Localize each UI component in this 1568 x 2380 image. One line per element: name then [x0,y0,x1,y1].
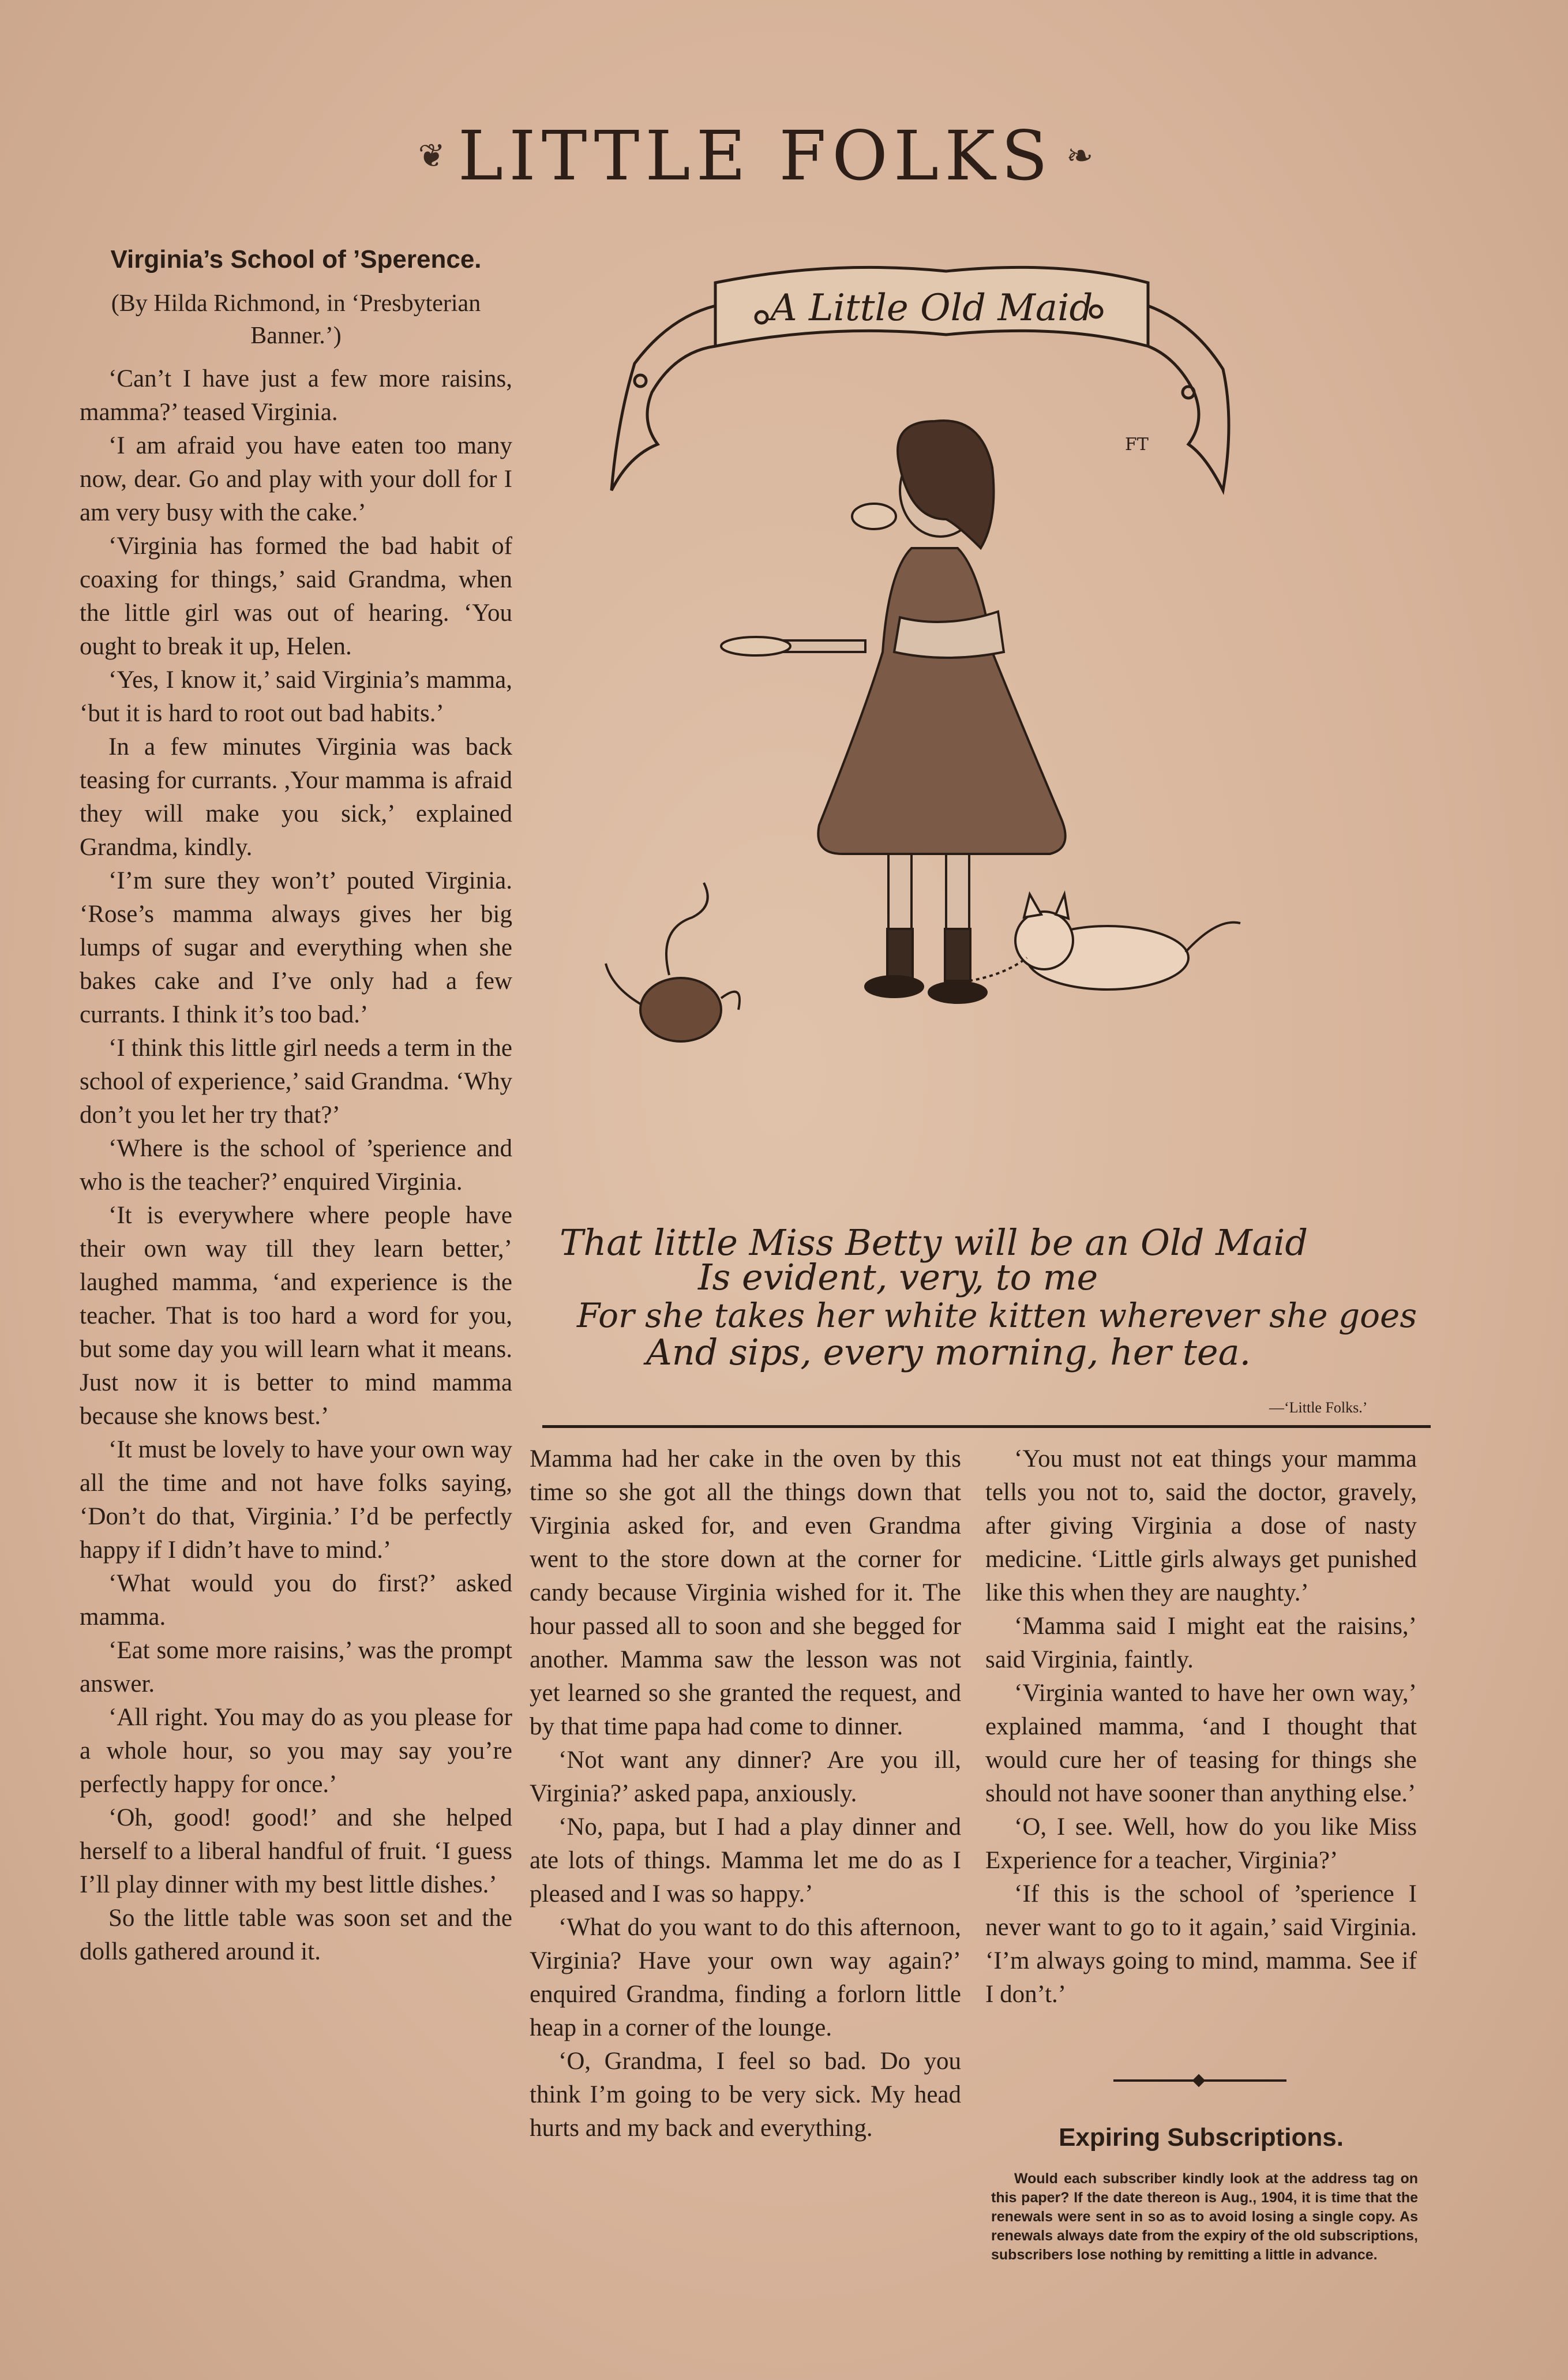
paragraph: ‘I am afraid you have eaten too many now, dear. Go and play with your doll for I am very busy with the cake.’ [80,432,512,526]
verse-line-2: Is evident, very, to me [698,1256,1098,1298]
notice-body [991,2169,1418,2265]
girl-figure-icon [721,421,1066,1003]
ornament-right-icon: ❧ [1066,137,1094,175]
story-byline: (By Hilda Richmond, in ‘Presbyterian Banner.’) [111,290,481,349]
paragraph: ‘Virginia has formed the bad habit of coaxing for things,’ said Grandma, when the little girl was out of hearing. ‘You ought to break it up, Helen. [80,533,512,660]
paragraph: ‘It is everywhere where people have their own way till they learn better,’ laughed mamma, ‘and experience is the teacher. That is too hard a word for you, but some day you will learn what it means. Just now it is better to mind mamma because she knows best.’ [80,1202,512,1430]
section-divider [1113,2079,1286,2082]
ornament-left-icon: ❦ [418,137,445,175]
paragraph: ‘I’m sure they won’t’ pouted Virginia. ‘Rose’s mamma always gives her big lumps of sugar and everything when she bakes cake and I’ve only had a few currants. I think it’s too bad.’ [80,867,512,1028]
paragraph: ‘You must not eat things your mamma tells you not to, said the doctor, gravely, after giving Virginia a dose of nasty medicine. ‘Little girls always get punished like this when they are naughty.’ [985,1445,1417,1606]
paragraph: Mamma had her cake in the oven by this time so she got all the things down that Virginia asked for, and even Grandma went to the store down at the corner for candy because Virginia wished for it. The hour passed all to soon and she begged for another. Mamma saw the lesson was not yet learned so she granted the request, and by that time papa had come to dinner. [530,1445,961,1740]
paragraph: ‘Can’t I have just a few more raisins, mamma?’ teased Virginia. [80,365,512,426]
verse-line-4: And sips, every morning, her tea. [646,1331,1251,1373]
paragraph: ‘It must be lovely to have your own way all the time and not have folks saying, ‘Don’t do that, Virginia.’ I’d be perfectly happy if I didn’t have to mind.’ [80,1436,512,1564]
banner-text: A Little Old Maid [770,287,1093,329]
paragraph: ‘O, Grandma, I feel so bad. Do you think I’m going to be very sick. My head hurts and my back and everything. [530,2048,961,2142]
page-title: LITTLE FOLKS [457,116,1054,196]
paragraph: ‘If this is the school of ’sperience I never want to go to it again,’ said Virginia. ‘I’m always going to mind, mamma. See if I don’t.’ [985,1880,1417,2008]
notice-title: Expiring Subscriptions. [1059,2123,1344,2152]
paragraph: ‘I think this little girl needs a term in the school of experience,’ said Grandma. ‘Why don’t you let her try that?’ [80,1035,512,1129]
paragraph: ‘Virginia wanted to have her own way,’ explained mamma, ‘and I thought that would cure her of teasing for things she should not have sooner than anything else.’ [985,1680,1417,1807]
story-column-2 [530,1442,961,2319]
little-old-maid-illustration [542,248,1419,1396]
column-divider-rule [542,1425,1431,1428]
paragraph: ‘Where is the school of ’sperience and who is the teacher?’ enquired Virginia. [80,1135,512,1195]
paragraph: ‘Not want any dinner? Are you ill, Virginia?’ asked papa, anxiously. [530,1746,961,1807]
story-column-1 [80,242,512,2319]
kitten-icon [969,894,1240,990]
paragraph: ‘O, I see. Well, how do you like Miss Experience for a teacher, Virginia?’ [985,1813,1417,1874]
paragraph: ‘No, papa, but I had a play dinner and ate lots of things. Mamma let me do as I pleased and I was so happy.’ [530,1813,961,1907]
paragraph: ‘Yes, I know it,’ said Virginia’s mamma, ‘but it is hard to root out bad habits.’ [80,666,512,727]
paragraph: So the little table was soon set and the dolls gathered around it. [80,1905,512,1965]
paragraph: ‘Mamma said I might eat the raisins,’ said Virginia, faintly. [985,1613,1417,1673]
verse-line-3: For she takes her white kitten wherever she goes [577,1296,1417,1335]
illustration-credit: —‘Little Folks.’ [1269,1399,1368,1416]
notice-text: Would each subscriber kindly look at the address tag on this paper? If the date thereon is Aug., 1904, it is time that the renewals were sent in so as to avoid losing a single copy. As renewals always date from the expiry of the old subscriptions, subscribers lose nothing by remitting a little in advance. [991,2171,1418,2263]
paragraph: ‘What do you want to do this afternoon, Virginia? Have your own way again?’ enquired Grandma, finding a forlorn little heap in a corner of the lounge. [530,1914,961,2041]
teapot-icon [606,883,740,1041]
paragraph: ‘Eat some more raisins,’ was the prompt answer. [80,1637,512,1697]
story-title: Virginia’s School of ’Sperence. [110,245,482,273]
artist-monogram: FT [1125,434,1149,455]
paragraph: ‘What would you do first?’ asked mamma. [80,1570,512,1631]
verse-line-1: That little Miss Betty will be an Old Maid [560,1221,1308,1264]
paragraph: ‘All right. You may do as you please for a whole hour, so you may say you’re perfectly happy for once.’ [80,1704,512,1798]
masthead [323,116,1188,196]
paragraph: In a few minutes Virginia was back teasing for currants. ,Your mamma is afraid they will make you sick,’ explained Grandma, kindly. [80,733,512,861]
paragraph: ‘Oh, good! good!’ and she helped herself to a liberal handful of fruit. ‘I guess I’ll play dinner with my best little dishes.’ [80,1804,512,1898]
